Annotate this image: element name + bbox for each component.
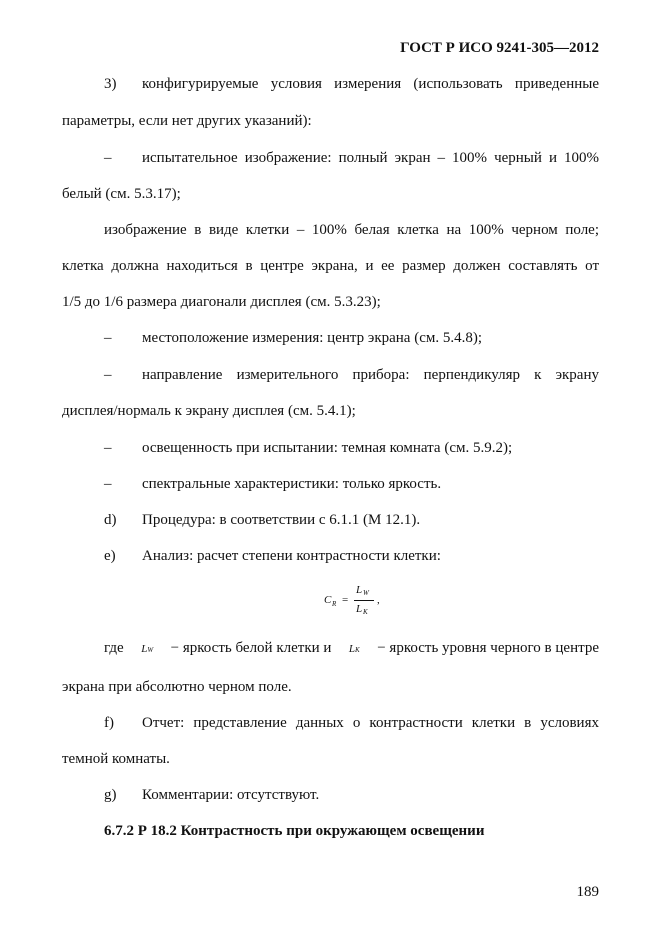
formula-denominator: L	[356, 603, 363, 615]
section-heading: 6.7.2 Р 18.2 Контрастность при окружающем освещении	[104, 823, 485, 839]
where-line1	[104, 640, 599, 657]
bullet-4-marker: –	[104, 440, 112, 456]
bullet-4-text: освещенность при испытании: темная комната (см. 5.9.2);	[142, 440, 513, 456]
where-mid: − яркость белой клетки и	[170, 640, 332, 656]
item-f-line2: темной комнаты.	[62, 751, 170, 767]
where-line2: экрана при абсолютно черном поле.	[62, 679, 292, 695]
bullet-2-text: местоположение измерения: центр экрана (см. 5.4.8);	[142, 330, 483, 346]
contrast-formula	[322, 584, 392, 620]
item-e-text: Анализ: расчет степени контрастности клетки:	[142, 548, 441, 564]
formula-numerator-sub: W	[363, 589, 369, 597]
bullet-1-line1: испытательное изображение: полный экран – 100% черный и 100%	[142, 150, 599, 166]
item-3-marker: 3)	[104, 76, 117, 92]
formula-lhs-sub: R	[332, 600, 337, 608]
bullet-1-marker: –	[104, 150, 112, 166]
bullet-3-marker: –	[104, 367, 112, 383]
bullet-3-line2: дисплея/нормаль к экрану дисплея (см. 5.4.1);	[62, 403, 356, 419]
item-f-marker: f)	[104, 715, 114, 731]
where-suffix: − яркость уровня черного в центре	[377, 640, 599, 656]
where-prefix: где	[104, 640, 124, 656]
formula-comma: ,	[377, 594, 380, 606]
item-d-text: Процедура: в соответствии с 6.1.1 (М 12.1).	[142, 512, 421, 528]
bullet-5-text: спектральные характеристики: только яркость.	[142, 476, 442, 492]
formula-numerator: L	[356, 584, 363, 596]
document-header: ГОСТ Р ИСО 9241-305—2012	[400, 40, 599, 56]
where-symbol-lk: LK	[348, 643, 360, 655]
item-g-text: Комментарии: отсутствуют.	[142, 787, 320, 803]
bullet-2-marker: –	[104, 330, 112, 346]
cell-paragraph-line2: клетка должна находиться в центре экрана, и ее размер должен составлять от	[62, 258, 599, 274]
item-g-marker: g)	[104, 787, 117, 803]
where-symbol-lw: LW	[141, 643, 154, 655]
cell-paragraph-line1: изображение в виде клетки – 100% белая клетка на 100% черном поле;	[104, 222, 599, 238]
bullet-1-line2: белый (см. 5.3.17);	[62, 186, 181, 202]
bullet-3-line1: направление измерительного прибора: перпендикуляр к экрану	[142, 367, 599, 383]
formula-denominator-sub: K	[363, 608, 368, 616]
page-number: 189	[576, 884, 599, 900]
item-3-line2: параметры, если нет других указаний):	[62, 113, 312, 129]
item-d-marker: d)	[104, 512, 117, 528]
formula-equals: =	[342, 594, 349, 606]
formula-lhs: C	[324, 594, 332, 606]
item-3-line1: конфигурируемые условия измерения (использовать приведенные	[142, 76, 599, 92]
bullet-5-marker: –	[104, 476, 112, 492]
item-f-line1: Отчет: представление данных о контрастности клетки в условиях	[142, 715, 599, 731]
formula-fraction-bar	[354, 600, 374, 601]
item-e-marker: e)	[104, 548, 116, 564]
cell-paragraph-line3: 1/5 до 1/6 размера диагонали дисплея (см. 5.3.23);	[62, 294, 381, 310]
